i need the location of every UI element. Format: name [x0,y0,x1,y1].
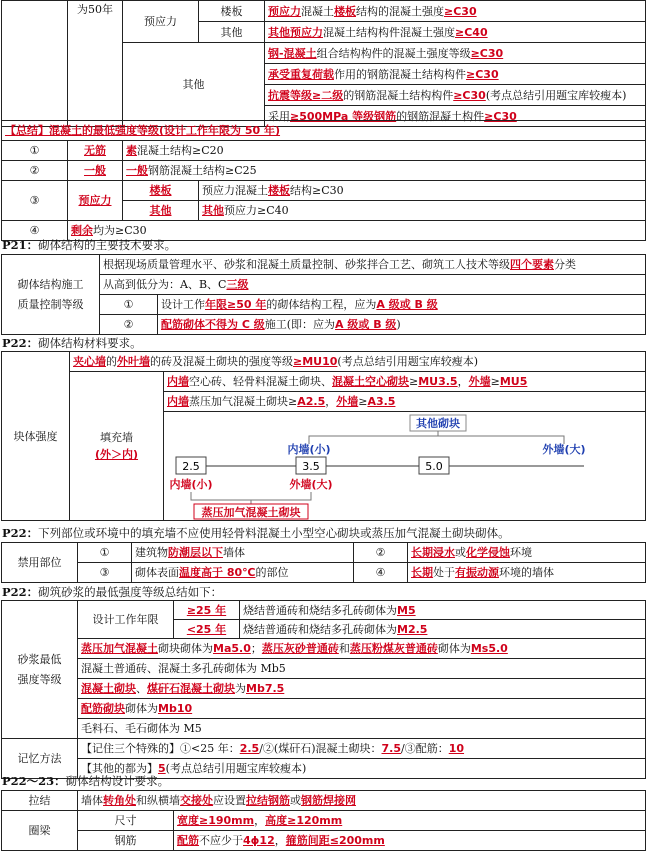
rule-seismic: 抗震等级≥二级的钢筋混凝土结构构件≥C30(考点总结引用题宝库较瘦本) [265,85,646,106]
summary-num: ① [2,141,68,161]
top-bracket [309,431,564,444]
summary-key: 预应力 [68,181,123,221]
p22c-table [1,600,646,779]
aerated-label: 蒸压加气混凝土砌块 [201,506,301,519]
rebar-label: 钢筋 [78,831,174,851]
other-label: 其他 [199,22,265,43]
mortar-rule-4: 混凝土普通砖、混凝土多孔砖砌体为 Mb5 [78,659,646,679]
corner-cell [2,1,68,127]
p21-row1: 根据现场质量管理水平、砂浆和混凝土质量控制、砂浆拌合工艺、砌筑工人技术等级四个要素分类 [100,255,646,275]
p22a-table [1,351,646,521]
slab-rule: 预应力混凝土楼板结构的混凝土强度≥C30 [265,1,646,22]
infill-rule-2: 内墙蒸压加气混凝土砌块≥A2.5，外墙≥A3.5 [164,392,646,412]
banned-item-4: 长期处于有振动源环境的墙体 [408,563,646,583]
value-2: 3.5 [302,460,320,473]
banned-num: ④ [354,563,408,583]
summary-slab-text: 预应力混凝土楼板结构≥C30 [199,181,646,201]
summary-other-text: 其他预应力≥C40 [199,201,646,221]
p21-sub2: 配筋砌体不得为 C 级施工(即：应为A 级或 B 级) [158,315,646,335]
banned-item-3: 砌体表面温度高于 80℃的部位 [132,563,354,583]
summary-text: 一般钢筋混凝土结构≥C25 [123,161,646,181]
rebar-rule: 配筋不应少于4ϕ12，箍筋间距≤200mm [174,831,646,851]
p2223-table [1,790,646,851]
p21-left: 砌体结构施工 质量控制等级 [2,255,100,335]
memory-label: 记忆方法 [2,739,78,779]
mortar-label: 砂浆最低 强度等级 [2,601,78,739]
p21-sub2-num: ② [100,315,158,335]
other-group-label: 其他 [123,43,265,127]
summary-key: 无筋 [68,141,123,161]
summary-key: 一般 [68,161,123,181]
infill-label: 填充墙 (外＞内) [70,372,164,521]
rule-repeated-load: 承受重复荷载作用的钢筋混凝土结构构件≥C30 [265,64,646,85]
p21-sub1-num: ① [100,295,158,315]
summary-rest: 剩余均为≥C30 [68,221,646,241]
slab-cell: 楼板 [199,1,265,22]
block-strength-label: 块体强度 [2,352,70,521]
tie-rule: 墙体转角处和纵横墙交接处应设置拉结钢筋或钢筋焊接网 [78,791,646,811]
life-ge25-rule: 烧结普通砖和烧结多孔砖砌体为M5 [240,601,646,620]
sandwich-rule: 夹心墙的外叶墙的砖及混凝土砌块的强度等级≥MU10(考点总结引用题宝库较瘦本) [70,352,646,372]
summary-title: 【总结】混凝土的最低强度等级(设计工作年限为 50 年) [2,121,646,141]
value-3: 5.0 [425,460,443,473]
mortar-rule-5: 混凝土砌块、煤矸石混凝土砌块为Mb7.5 [78,679,646,699]
mortar-rule-7: 毛料石、毛石砌体为 M5 [78,719,646,739]
outer-big-top: 外墙(大) [542,443,586,456]
life-lt25: <25 年 [174,620,240,639]
banned-label: 禁用部位 [2,543,78,583]
p22c-heading: P22：砌筑砂浆的最低强度等级总结如下： [2,585,223,599]
life-lt25-rule: 烧结普通砖和烧结多孔砖砌体为M2.5 [240,620,646,639]
size-rule: 宽度≥190mm，高度≥120mm [174,811,646,831]
infill-diagram-cell [164,412,646,521]
mortar-rule-6: 配筋砌块砌体为Mb10 [78,699,646,719]
summary-text: 素混凝土结构≥C20 [123,141,646,161]
p22a-heading: P22：砌体结构材料要求。 [2,336,142,350]
strength-diagram [164,412,644,520]
rule-500mpa: 采用≥500MPa 等级钢筋的钢筋混凝土构件≥C30 [265,106,646,127]
bottom-bracket [191,492,311,504]
inner-small-bottom: 内墙(小) [169,478,213,491]
value-1: 2.5 [182,460,200,473]
p22b-heading: P22：下列部位或环境中的填充墙不应使用轻骨料混凝土小型空心砌块或蒸压加气混凝土砌块砌体。 [2,526,510,540]
prestress-cell: 预应力 [123,1,199,43]
inner-small-top: 内墙(小) [287,443,331,456]
outer-big-bottom: 外墙(大) [289,478,333,491]
other-block-label: 其他砌块 [416,417,460,430]
summary-num: ② [2,161,68,181]
summary-table [1,120,646,241]
banned-num: ① [78,543,132,563]
p21-sub1: 设计工作年限≥50 年的砌体结构工程，应为A 级或 B 级 [158,295,646,315]
summary-slab: 楼板 [123,181,199,201]
mortar-rule-3: 蒸压加气混凝土砌块砌体为Ma5.0；蒸压灰砂普通砖和蒸压粉煤灰普通砖砌体为Ms5.0 [78,639,646,659]
life-ge25: ≥25 年 [174,601,240,620]
summary-other: 其他 [123,201,199,221]
summary-num: ③ [2,181,68,221]
banned-num: ③ [78,563,132,583]
banned-item-1: 建筑物防潮层以下墙体 [132,543,354,563]
banned-item-2: 长期浸水或化学侵蚀环境 [408,543,646,563]
size-label: 尺寸 [78,811,174,831]
memory-line-1: 【记住三个特殊的】①<25 年：2.5/②(煤矸石)混凝土砌块：7.5/③配筋：10 [78,739,646,759]
tie-label: 拉结 [2,791,78,811]
rule-steel-concrete: 钢-混凝土组合结构构件的混凝土强度等级≥C30 [265,43,646,64]
memory-line-2: 【其他的都为】5(考点总结引用题宝库较瘦本) [78,759,646,779]
summary-num: ④ [2,221,68,241]
ring-beam-label: 圈梁 [2,811,78,851]
banned-num: ② [354,543,408,563]
concrete-strength-table [1,0,646,127]
p21-heading: P21：砌体结构的主要技术要求。 [2,238,177,252]
p21-table [1,254,646,335]
years-cell: 为50年 [68,1,123,127]
p21-row2: 从高到低分为：A、B、C三级 [100,275,646,295]
p2223-heading: P22～23：砌体结构设计要求。 [2,774,170,788]
other-rule: 其他预应力混凝土结构构件混凝土强度≥C40 [265,22,646,43]
p22b-table [1,542,646,583]
life-label: 设计工作年限 [78,601,174,639]
infill-rule-1: 内墙空心砖、轻骨料混凝土砌块、混凝土空心砌块≥MU3.5，外墙≥MU5 [164,372,646,392]
